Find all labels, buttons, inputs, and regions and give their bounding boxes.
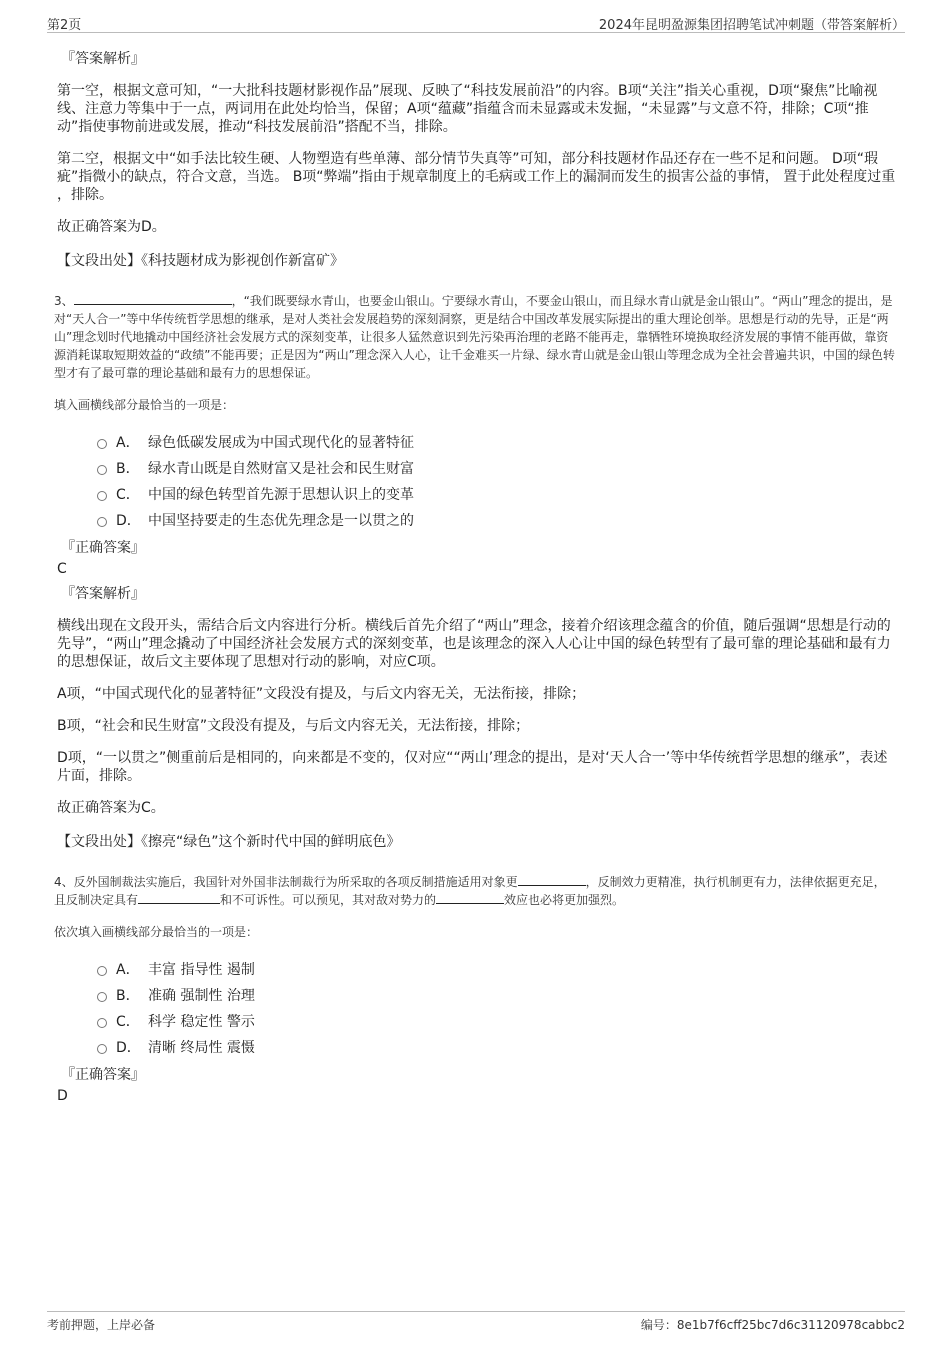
option-letter: C． <box>116 1014 140 1030</box>
question-4 <box>54 873 897 1104</box>
page-header <box>47 14 905 33</box>
analysis-paragraph: 横线出现在文段开头，需结合后文内容进行分析。横线后首先介绍了“两山”理念，接着介绍该理念蕴含的价值，随后强调“思想是行动的先导”，“两山”理念撬动了中国经济社会发展方式的深刻变革，也是该理念的深入人心让中国的绿色转型有了最可靠的理论基础和最有力的思想保证，故后文主要体现了思想对行动的影响，对应C项。 <box>57 618 891 670</box>
option-d[interactable] <box>97 1034 897 1060</box>
page-footer <box>47 1311 905 1335</box>
footer-slogan: 考前押题，上岸必备 <box>47 1318 156 1332</box>
question-body: ，“我们既要绿水青山，也要金山银山。宁要绿水青山，不要金山银山，而且绿水青山就是金山银山”。“两山”理念的提出，是对“天人合一”等中华传统哲学思想的继承，是对人类社会发展趋势的深刻洞察，更是结合中国改革发展实际提出的重大理论创举。思想是行动的先导，正是“两山”理念划时代地撬动中国经济社会发展方式的深刻变革，让很多人猛然意识到先污染再治理的老路不能再走，靠牺牲环境换取经济发展的事情不能再做，靠资源消耗谋取短期效益的“政绩”不能再要；正是因为“两山”理念深入人心，让千金难买一片绿、绿水青山就是金山银山等理念成为全社会普遍共识，中国的绿色转型才有了最可靠的理论基础和最有力的思想保证。 <box>54 294 895 380</box>
option-text: 清晰 终局性 震慑 <box>148 1040 255 1056</box>
option-list <box>97 429 897 533</box>
question-text: 4、反外国制裁法实施后，我国针对外国非法制裁行为所采取的各项反制措施适用对象更 ，反制效力更精准，执行机制更有力，法律依据更充足，且反制决定具有 和不可诉性。可以预见，其对敌对势力的 效应也必将更加强烈。 <box>54 875 886 907</box>
option-text: 丰富 指导性 遏制 <box>148 962 255 978</box>
option-text: 准确 强制性 治理 <box>148 988 255 1004</box>
conclusion: 故正确答案为D。 <box>57 219 166 235</box>
option-letter: D． <box>116 1040 141 1056</box>
option-a[interactable] <box>97 956 897 982</box>
fill-blank <box>436 891 504 904</box>
option-b[interactable] <box>97 455 897 481</box>
option-c[interactable] <box>97 1008 897 1034</box>
option-letter: A． <box>116 962 140 978</box>
analysis-paragraph: A项，“中国式现代化的显著特征”文段没有提及，与后文内容无关，无法衔接，排除； <box>57 686 586 702</box>
radio-icon[interactable] <box>97 491 107 501</box>
question-2-tail <box>57 48 897 270</box>
question-text <box>54 292 897 382</box>
option-a[interactable] <box>97 429 897 455</box>
option-list <box>97 956 897 1060</box>
option-b[interactable] <box>97 982 897 1008</box>
analysis-paragraph: 第一空，根据文意可知，“一大批科技题材影视作品”展现、反映了“科技发展前沿”的内容。B项“关注”指关心重视，D项“聚焦”比喻视线、注意力等集中于一点，两词用在此处均恰当，保留；A项“蕴藏”指蕴含而未显露或未发掘，“未显露”与文意不符，排除；C项“推动”指使事物前进或发展，推动“科技发展前沿”搭配不当，排除。 <box>57 83 878 135</box>
option-c[interactable] <box>97 481 897 507</box>
radio-icon[interactable] <box>97 1044 107 1054</box>
analysis-paragraph: B项，“社会和民生财富”文段没有提及，与后文内容无关，无法衔接，排除； <box>57 718 530 734</box>
radio-icon[interactable] <box>97 992 107 1002</box>
option-text: 中国的绿色转型首先源于思想认识上的变革 <box>148 487 414 503</box>
option-letter: A． <box>116 435 140 451</box>
correct-answer: C <box>57 561 67 577</box>
question-number: 4、 <box>54 875 74 889</box>
option-text: 绿水青山既是自然财富又是社会和民生财富 <box>148 461 414 477</box>
radio-icon[interactable] <box>97 966 107 976</box>
answer-label: 『正确答案』 <box>61 1067 145 1083</box>
question-prompt: 填入画横线部分最恰当的一项是： <box>54 398 235 412</box>
document-title: 2024年昆明盈源集团招聘笔试冲刺题（带答案解析） <box>598 18 905 33</box>
correct-answer: D <box>57 1088 68 1104</box>
main-content <box>54 48 897 1110</box>
option-text: 科学 稳定性 警示 <box>148 1014 255 1030</box>
option-letter: C． <box>116 487 140 503</box>
source-citation: 【文段出处】《擦亮“绿色”这个新时代中国的鲜明底色》 <box>57 834 401 850</box>
analysis-label: 『答案解析』 <box>61 586 145 602</box>
page-number: 第2页 <box>47 18 82 33</box>
radio-icon[interactable] <box>97 465 107 475</box>
analysis-label: 『答案解析』 <box>61 51 145 67</box>
radio-icon[interactable] <box>97 439 107 449</box>
document-id: 编号：8e1b7f6cff25bc7d6c31120978cabbc2 <box>640 1318 905 1332</box>
analysis-paragraph: 第二空，根据文中“如手法比较生硬、人物塑造有些单薄、部分情节失真等”可知，部分科技题材作品还存在一些不足和问题。 D项“瑕疵”指微小的缺点，符合文意，当选。 B项“弊端”指由于规章制度上的毛病或工作上的漏洞而发生的损害公益的事情， 置于此处程度过重 ，排除。 <box>57 151 896 203</box>
source-citation: 【文段出处】《科技题材成为影视创作新富矿》 <box>57 253 344 269</box>
fill-blank <box>74 292 232 305</box>
option-letter: B． <box>116 461 140 477</box>
option-letter: D． <box>116 513 141 529</box>
radio-icon[interactable] <box>97 517 107 527</box>
question-3 <box>54 292 897 851</box>
analysis-paragraph: D项，“一以贯之”侧重前后是相同的，向来都是不变的，仅对应““两山’理念的提出，是对‘天人合一’等中华传统哲学思想的继承”，表述片面，排除。 <box>57 750 888 784</box>
question-number: 3、 <box>54 294 74 308</box>
option-letter: B． <box>116 988 140 1004</box>
fill-blank <box>138 891 220 904</box>
radio-icon[interactable] <box>97 1018 107 1028</box>
conclusion: 故正确答案为C。 <box>57 800 165 816</box>
fill-blank <box>518 873 586 886</box>
option-text: 中国坚持要走的生态优先理念是一以贯之的 <box>148 513 414 529</box>
option-text: 绿色低碳发展成为中国式现代化的显著特征 <box>148 435 414 451</box>
question-prompt: 依次填入画横线部分最恰当的一项是： <box>54 925 259 939</box>
option-d[interactable] <box>97 507 897 533</box>
answer-label: 『正确答案』 <box>61 540 145 556</box>
